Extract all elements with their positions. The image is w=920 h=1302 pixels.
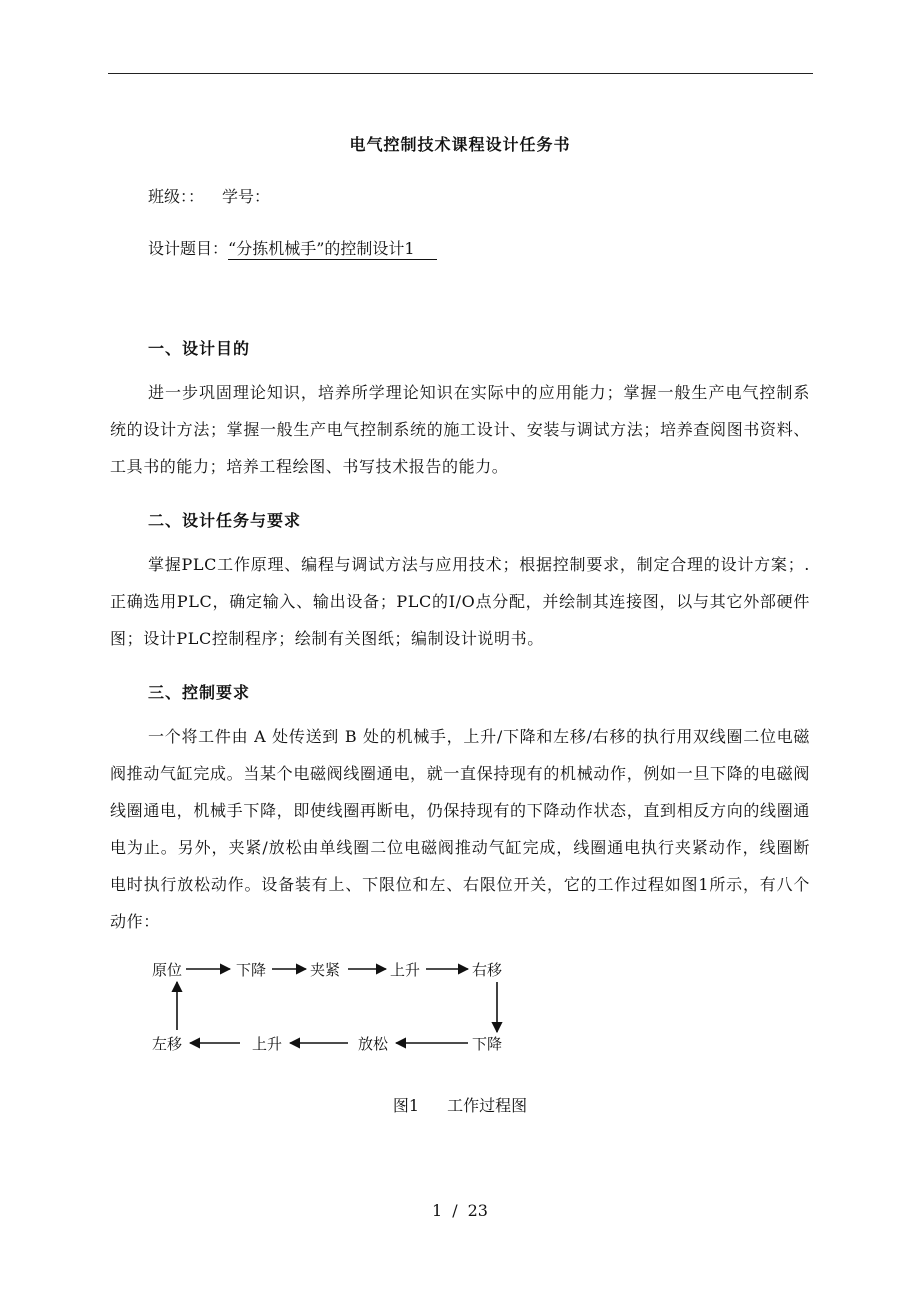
- section-text-control: 一个将工件由 A 处传送到 B 处的机械手，上升/下降和左移/右移的执行用双线圈二位电磁阀推动气缸完成。当某个电磁阀线圈通电，就一直保持现有的机械动作，例如一旦下降的电磁阀线圈通电，机械手下降，即使线圈再断电，仍保持现有的下降动作状态，直到相反方向的线圈通电为止。另外，夹紧/放松由单线圈二位电磁阀推动气缸完成，线圈通电执行夹紧动作，线圈断电时执行放松动作。设备装有上、下限位和左、右限位开关，它的工作过程如图1所示，有八个动作：: [110, 727, 810, 931]
- page-separator: /: [452, 1201, 458, 1220]
- section-text-purpose: 进一步巩固理论知识，培养所学理论知识在实际中的应用能力；掌握一般生产电气控制系统的设计方法；掌握一般生产电气控制系统的施工设计、安装与调试方法；培养查阅图书资料、工具书的能力；培养工程绘图、书写技术报告的能力。: [110, 383, 810, 476]
- step-lower-2: 下降: [472, 1035, 503, 1053]
- section-text-tasks: 掌握PLC工作原理、编程与调试方法与应用技术；根据控制要求，制定合理的设计方案；.正确选用PLC，确定输入、输出设备；PLC的I/O点分配，并绘制其连接图，以与其它外部硬件图；设计PLC控制程序；绘制有关图纸；编制设计说明书。: [110, 555, 810, 648]
- topic-label: 设计题目：: [148, 239, 229, 258]
- figure-caption: [0, 1093, 920, 1116]
- step-move-left: 左移: [152, 1035, 183, 1053]
- topic-line: [148, 236, 437, 259]
- figure-number: 图1: [392, 1096, 420, 1115]
- step-move-right: 右移: [472, 961, 503, 979]
- step-raise-1: 上升: [390, 961, 421, 979]
- section-heading-purpose: 一、设计目的: [148, 339, 251, 358]
- class-label: 班级：：: [148, 187, 205, 206]
- class-id-line: [148, 184, 270, 207]
- step-home: 原位: [152, 961, 183, 979]
- document-title: 电气控制技术课程设计任务书: [349, 135, 571, 154]
- topic-value: “分拣机械手”的控制设计1: [228, 239, 437, 260]
- step-lower-1: 下降: [236, 961, 267, 979]
- page-current: 1: [432, 1201, 443, 1220]
- header-rule: [108, 73, 813, 74]
- figure-title: 工作过程图: [447, 1096, 528, 1115]
- work-process-diagram: [140, 950, 520, 1060]
- page-number: [0, 1201, 920, 1220]
- page-total: 23: [467, 1201, 488, 1220]
- section-heading-tasks: 二、设计任务与要求: [148, 511, 302, 530]
- student-id-label: 学号：: [222, 187, 271, 206]
- step-release: 放松: [358, 1035, 389, 1053]
- section-heading-control: 三、控制要求: [148, 683, 251, 702]
- step-raise-2: 上升: [252, 1035, 283, 1053]
- step-clamp: 夹紧: [310, 961, 341, 979]
